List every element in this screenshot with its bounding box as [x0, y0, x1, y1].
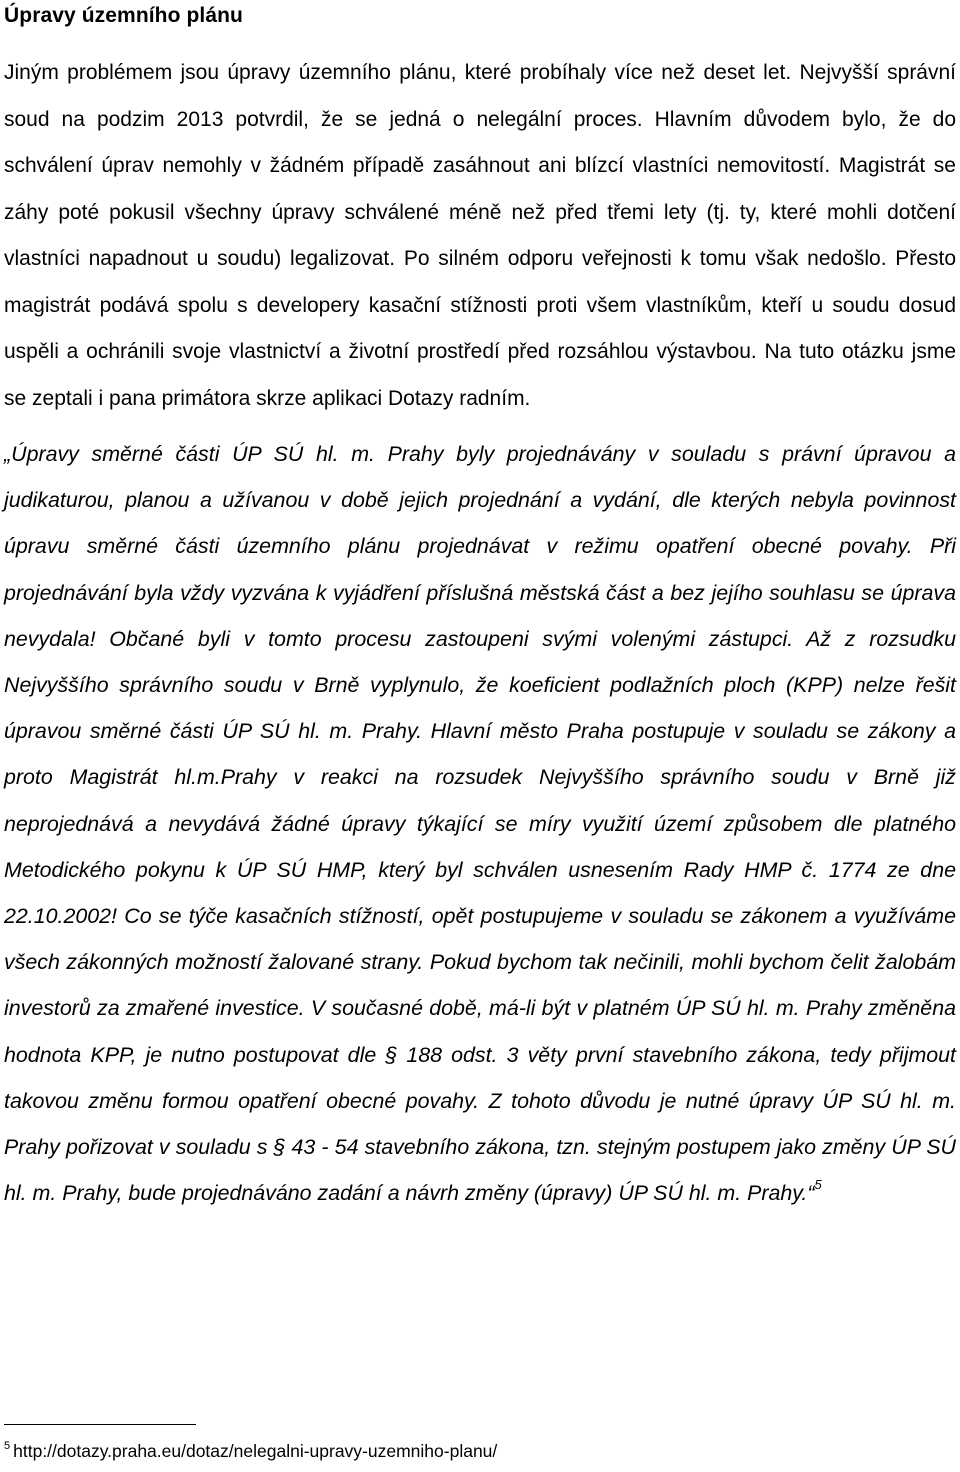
document-page — [4, 0, 956, 1216]
body-paragraph: Jiným problémem jsou úpravy územního plánu, které probíhaly více než deset let. Nejvyšší správní soud na podzim 2013 potvrdil, že se jedná o nelegální proces. Hlavním důvodem bylo, že do schválení úprav nemohly v žádném případě zasáhnout ani blízcí vlastníci nemovitostí. Magistrát se záhy poté pokusil všechny úpravy schválené méně než před třemi lety (tj. ty, které mohli dotčení vlastníci napadnout u soudu) legalizovat. Po silném odporu veřejnosti k tomu však nedošlo. Přesto magistrát podává spolu s developery kasační stížnosti proti všem vlastníkům, kteří u soudu dosud uspěli a ochránili svoje vlastnictví a životní prostředí před rozsáhlou výstavbou. Na tuto otázku jsme se zeptali i pana primátora skrze aplikaci Dotazy radním. — [4, 61, 956, 410]
footnote — [4, 1440, 497, 1462]
quoted-answer — [4, 431, 956, 1216]
footnote-number: 5 — [4, 1440, 11, 1452]
footnote-reference[interactable]: 5 — [814, 1177, 822, 1193]
quoted-answer-text: „Úpravy směrné části ÚP SÚ hl. m. Prahy byly projednávány v souladu s právní úpravou a judikaturou, planou a užívanou v době jejich projednání a vydání, dle kterých nebyla povinnost úpravu směrné části územního plánu projednávat v režimu opatření obecné povahy. Při projednávání byla vždy vyzvána k vyjádření příslušná městská část a bez jejího souhlasu se úprava nevydala! Občané byli v tomto procesu zastoupeni svými volenými zástupci. Až z rozsudku Nejvyššího správního soudu v Brně vyplynulo, že koeficient podlažních ploch (KPP) nelze řešit úpravou směrné části ÚP SÚ hl. m. Prahy. Hlavní město Praha postupuje v souladu se zákony a proto Magistrát hl.m.Prahy v reakci na rozsudek Nejvyššího správního soudu v Brně již neprojednává a nevydává žádné úpravy týkající se míry využití území způsobem dle platného Metodického pokynu k ÚP SÚ HMP, který byl schválen usnesením Rady HMP č. 1774 ze dne 22.10.2002! Co se týče kasačních stížností, opět postupujeme v souladu se zákonem a využíváme všech zákonných možností žalované strany. Pokud bychom tak nečinili, mohli bychom čelit žalobám investorů za zmařené investice. V současné době, má-li být v platném ÚP SÚ hl. m. Prahy změněna hodnota KPP, je nutno postupovat dle § 188 odst. 3 věty první stavebního zákona, tedy přijmout takovou změnu formou opatření obecné povahy. Z tohoto důvodu je nutné úpravy ÚP SÚ hl. m. Prahy pořizovat v souladu s § 43 - 54 stavebního zákona, tzn. stejným postupem jako změny ÚP SÚ hl. m. Prahy, bude projednáváno zadání a návrh změny (úpravy) ÚP SÚ hl. m. Prahy.“ — [4, 442, 956, 1206]
footnote-separator — [4, 1424, 196, 1425]
section-heading: Úpravy územního plánu — [4, 4, 243, 27]
footnote-link[interactable]: http://dotazy.praha.eu/dotaz/nelegalni-upravy-uzemniho-planu/ — [13, 1441, 498, 1461]
